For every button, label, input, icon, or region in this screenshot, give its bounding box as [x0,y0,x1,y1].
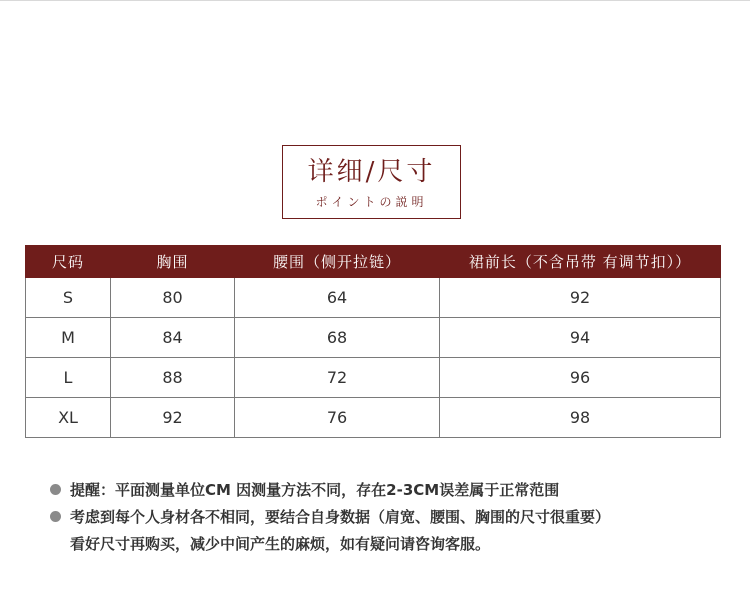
cell-waist: 76 [235,398,440,438]
cell-waist: 72 [235,358,440,398]
cell-waist: 64 [235,278,440,318]
cell-size: L [26,358,111,398]
top-divider [0,0,750,1]
bullet-icon [50,511,61,522]
table-row [26,318,721,358]
cell-size: S [26,278,111,318]
header-bust: 胸围 [111,246,235,278]
note-item-continued [48,533,728,560]
table-row [26,358,721,398]
note-text: 提醒：平面测量单位CM 因测量方法不同，存在2-3CM误差属于正常范围 [70,481,560,499]
note-item [48,506,728,533]
section-subtitle: ポイントの説明 [315,195,428,209]
cell-size: M [26,318,111,358]
cell-bust: 80 [111,278,235,318]
section-title: 详细/尺寸 [307,157,436,187]
cell-bust: 84 [111,318,235,358]
table-row [26,278,721,318]
cell-skirt-length: 98 [440,398,721,438]
header-skirt-length: 裙前长（不含吊带 有调节扣）） [440,246,721,278]
note-text: 看好尺寸再购买，减少中间产生的麻烦，如有疑问请咨询客服。 [70,535,491,553]
cell-skirt-length: 94 [440,318,721,358]
notes-section [48,479,728,560]
cell-waist: 68 [235,318,440,358]
table-header-row [26,246,721,278]
note-text: 考虑到每个人身材各不相同，要结合自身数据（肩宽、腰围、胸围的尺寸很重要） [70,508,611,526]
cell-skirt-length: 96 [440,358,721,398]
cell-skirt-length: 92 [440,278,721,318]
section-title-box [282,145,461,219]
cell-size: XL [26,398,111,438]
size-table [25,245,721,438]
bullet-icon [50,484,61,495]
table-row [26,398,721,438]
header-size: 尺码 [26,246,111,278]
cell-bust: 88 [111,358,235,398]
header-waist: 腰围（侧开拉链） [235,246,440,278]
note-item [48,479,728,506]
cell-bust: 92 [111,398,235,438]
